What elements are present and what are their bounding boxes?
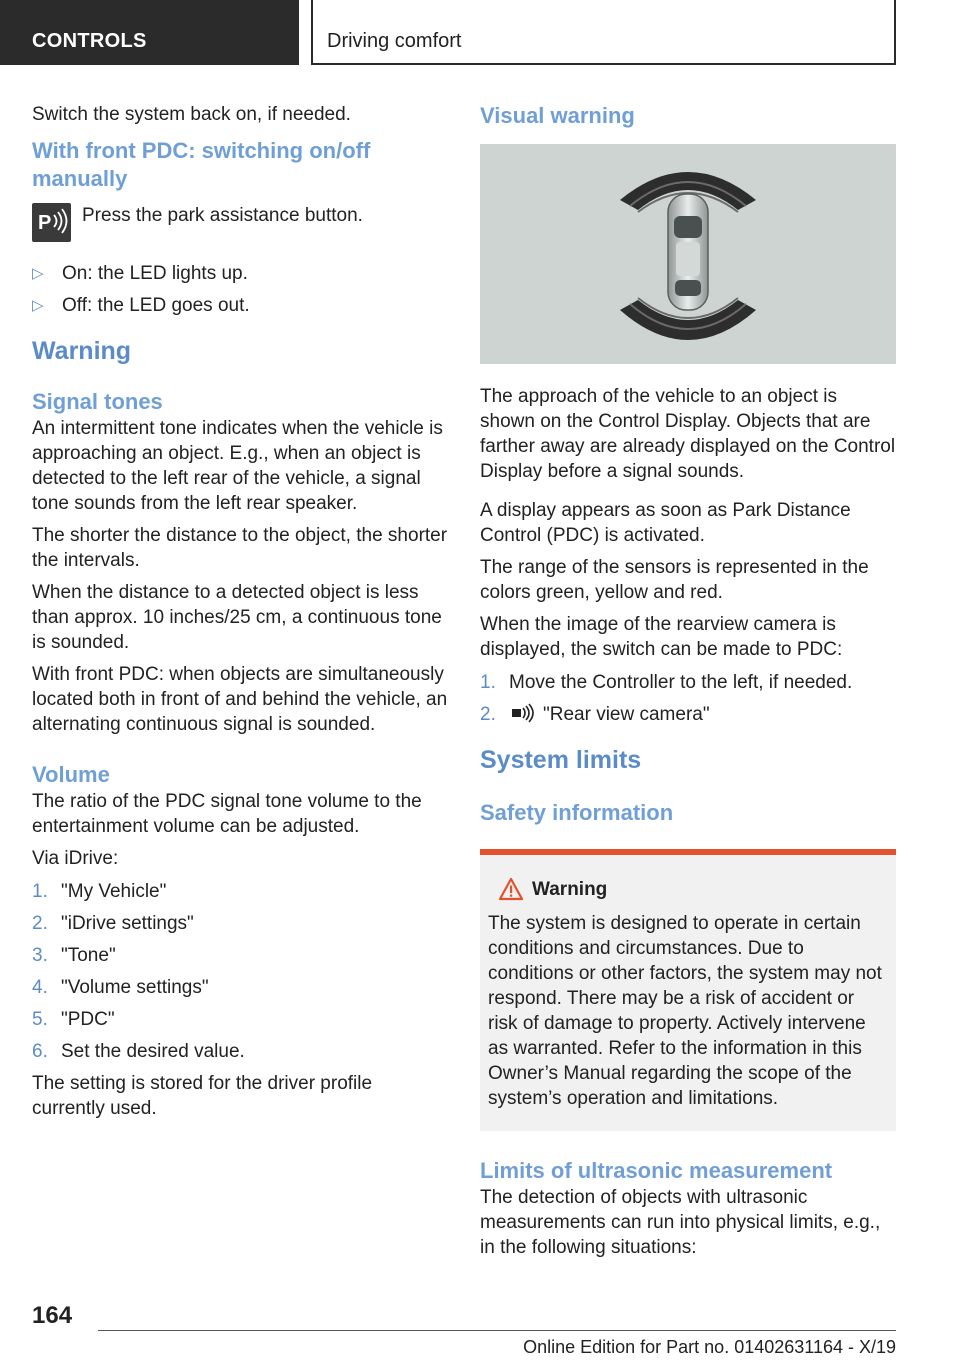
list-item: 2. "iDrive settings"	[32, 913, 194, 934]
right-column	[480, 102, 896, 1267]
list-item: 4. "Volume settings"	[32, 977, 209, 998]
volume-heading: Volume	[32, 762, 110, 787]
intro-text: Switch the system back on, if needed.	[32, 104, 351, 125]
park-assistance-button-icon	[32, 203, 71, 242]
footer-divider	[98, 1330, 896, 1331]
volume-para: The ratio of the PDC signal tone volume to the entertainment volume can be adjusted.	[32, 791, 422, 837]
list-item: 2. "Rear view camera"	[480, 704, 710, 725]
idrive-steps	[32, 879, 450, 1064]
park-assist-button-row	[32, 203, 450, 247]
warning-box-header	[488, 877, 888, 905]
signal-para-1: An intermittent tone indicates when the vehicle is approaching an object. E.g., when an object is detected to the left rear of the vehicle, a signal tone sounds from the left rear speaker.	[32, 418, 443, 514]
signal-tones-heading: Signal tones	[32, 389, 163, 414]
visual-para-4: When the image of the rearview camera is displayed, the switch can be made to PDC:	[480, 614, 843, 660]
stored-note: The setting is stored for the driver profile currently used.	[32, 1073, 373, 1119]
list-item: ▷ Off: the LED goes out.	[32, 295, 250, 316]
section-tab	[0, 0, 299, 65]
list-item: ▷ On: the LED lights up.	[32, 263, 248, 284]
pdc-symbol-icon	[509, 703, 535, 723]
page-number: 164	[32, 1302, 73, 1329]
ultrasonic-para: The detection of objects with ultrasonic measurements can run into physical limits, e.g., in the following situations:	[480, 1187, 881, 1258]
camera-steps	[480, 670, 896, 727]
ultrasonic-heading: Limits of ultrasonic measurement	[480, 1158, 833, 1183]
list-item: 3. "Tone"	[32, 945, 116, 966]
signal-para-3: When the distance to a detected object is less than approx. 10 inches/25 cm, a continuous tone is sounded.	[32, 582, 442, 653]
signal-para-4: With front PDC: when objects are simultaneously located both in front of and behind the vehicle, an alternating continuous signal is sounded.	[32, 664, 448, 735]
pdc-display-figure	[480, 144, 896, 364]
visual-para-2: A display appears as soon as Park Distance Control (PDC) is activated.	[480, 500, 851, 546]
visual-para-3: The range of the sensors is represented in the colors green, yellow and red.	[480, 557, 869, 603]
left-column	[32, 102, 450, 1128]
svg-text:P: P	[38, 212, 52, 234]
visual-warning-heading: Visual warning	[480, 103, 635, 128]
via-idrive: Via iDrive:	[32, 848, 119, 869]
front-pdc-heading: With front PDC: switching on/off manually	[32, 138, 371, 191]
warning-box-title: Warning	[532, 879, 608, 900]
list-item: 6. Set the desired value.	[32, 1041, 245, 1062]
list-item: 1. Move the Controller to the left, if needed.	[480, 672, 853, 693]
system-limits-heading: System limits	[480, 746, 642, 774]
list-item: 1. "My Vehicle"	[32, 881, 167, 902]
chapter-title: Driving comfort	[327, 30, 462, 52]
warning-triangle-icon	[498, 877, 524, 907]
footer-edition: Online Edition for Part no. 01402631164 - X/19	[523, 1337, 896, 1357]
chapter-tab	[311, 0, 896, 65]
button-text: Press the park assistance button.	[82, 205, 363, 226]
safety-info-heading: Safety information	[480, 800, 674, 825]
triangle-bullet-icon: ▷	[32, 265, 44, 282]
pdc-car-image	[480, 144, 896, 364]
led-list	[32, 261, 450, 318]
section-title: CONTROLS	[32, 30, 147, 52]
visual-para-1: The approach of the vehicle to an object is shown on the Control Display. Objects that are farther away are already displayed on the Control Display before a signal sounds.	[480, 386, 896, 482]
list-item: 5. "PDC"	[32, 1009, 115, 1030]
warning-heading: Warning	[32, 337, 132, 365]
triangle-bullet-icon: ▷	[32, 297, 44, 314]
warning-box-text: The system is designed to operate in certain conditions and circumstances. Due to conditions or other factors, the system may not respond. There may be a risk of accident or risk of damage to property. Actively intervene as warranted. Refer to the information in this Owner’s Manual regarding the scope of the system’s operation and limitations.	[488, 913, 882, 1109]
warning-box	[480, 849, 896, 1131]
signal-para-2: The shorter the distance to the object, the shorter the intervals.	[32, 525, 448, 571]
